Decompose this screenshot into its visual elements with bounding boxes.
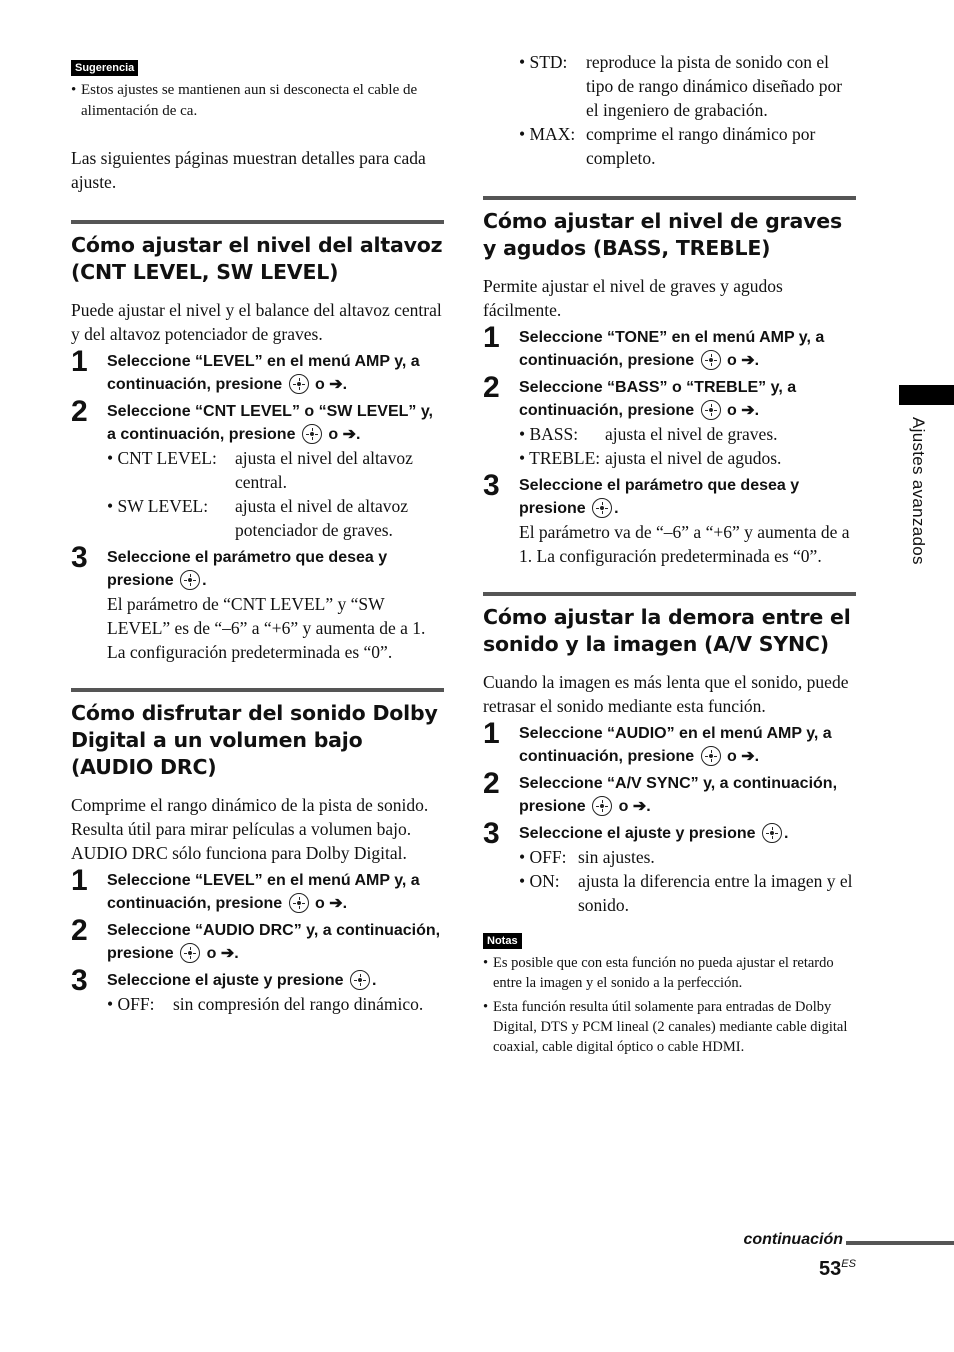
def-desc: sin compresión del rango dinámico.: [173, 994, 424, 1014]
definition-list: [107, 992, 444, 1016]
enter-button-icon: [701, 746, 721, 766]
section-title-bass-treble: Cómo ajustar el nivel de graves y agudos (BASS, TREBLE): [483, 209, 842, 260]
enter-button-icon: [302, 424, 322, 444]
step-3: [483, 469, 856, 520]
step-number: 2: [71, 395, 88, 428]
step-2: [71, 395, 444, 446]
def-term: • MAX:: [519, 124, 576, 144]
enter-button-icon: [762, 823, 782, 843]
def-desc: sin ajustes.: [578, 847, 655, 867]
def-term: • OFF:: [519, 847, 567, 867]
enter-button-icon: [180, 570, 200, 590]
note-item: • Es posible que con esta función no pueda ajustar el retardo entre la imagen y el sonido a la perfección.: [483, 953, 856, 993]
step-number: 1: [483, 321, 500, 354]
step-1: [483, 717, 856, 768]
step-3: [483, 817, 856, 850]
step-text-end: o ➔.: [328, 426, 361, 443]
section-rule: [483, 196, 856, 200]
step-1: [71, 345, 444, 396]
def-desc: ajusta el nivel de agudos.: [605, 448, 782, 468]
section-title-av-sync: Cómo ajustar la demora entre el sonido y la imagen (A/V SYNC): [483, 605, 851, 656]
step-text-end: o ➔.: [315, 376, 348, 393]
def-term: • CNT LEVEL:: [107, 448, 217, 468]
def-desc: ajusta el nivel de graves.: [605, 424, 778, 444]
section-rule: [483, 592, 856, 596]
tip-label: Sugerencia: [71, 60, 138, 76]
step-note: El parámetro de “CNT LEVEL” y “SW LEVEL” es de “–6” a “+6” y aumenta de a 1. La configuración predeterminada es “0”.: [107, 594, 426, 662]
step-number: 3: [71, 964, 88, 997]
enter-button-icon: [592, 498, 612, 518]
step-number: 3: [483, 817, 500, 850]
step-2: [71, 914, 444, 965]
def-term: • STD:: [519, 52, 568, 72]
page-language-suffix: ES: [841, 1258, 856, 1270]
def-term: • ON:: [519, 871, 560, 891]
step-text: Seleccione el parámetro que desea y presione: [519, 477, 800, 517]
step-1: [71, 864, 444, 915]
step-text: Seleccione “LEVEL” en el menú AMP y, a continuación, presione: [107, 872, 420, 912]
step-text-end: o ➔.: [727, 748, 760, 765]
section-title-audio-drc: Cómo disfrutar del sonido Dolby Digital a un volumen bajo (AUDIO DRC): [71, 701, 438, 779]
intro-text: Las siguientes páginas muestran detalles para cada ajuste.: [71, 148, 426, 192]
def-desc: ajusta la diferencia entre la imagen y el sonido.: [578, 871, 853, 915]
step-text-end: o ➔.: [618, 798, 651, 815]
def-term: • SW LEVEL:: [107, 496, 209, 516]
section-rule: [71, 688, 444, 692]
enter-button-icon: [289, 374, 309, 394]
enter-button-icon: [592, 796, 612, 816]
page-number-value: 53: [819, 1258, 842, 1280]
enter-button-icon: [701, 350, 721, 370]
definition-list: [107, 446, 444, 542]
step-text: Seleccione “AUDIO DRC” y, a continuación, presione: [107, 922, 441, 962]
tip-text: • Estos ajustes se mantienen aun si desconecta el cable de alimentación de ca.: [71, 80, 444, 122]
notes-list: [483, 953, 856, 1057]
step-number: 3: [483, 469, 500, 502]
def-term: • BASS:: [519, 424, 579, 444]
step-text-end: .: [202, 572, 207, 589]
section-desc: Comprime el rango dinámico de la pista de sonido. Resulta útil para mirar películas a volumen bajo. AUDIO DRC sólo funciona para Dolby Digital.: [71, 795, 429, 863]
step-text: Seleccione “CNT LEVEL” o “SW LEVEL” y, a continuación, presione: [107, 403, 433, 443]
step-text: Seleccione “TONE” en el menú AMP y, a continuación, presione: [519, 329, 825, 369]
section-desc: Cuando la imagen es más lenta que el sonido, puede retrasar el sonido mediante esta función.: [483, 672, 849, 716]
continuation-bar: [846, 1241, 954, 1245]
section-rule: [71, 220, 444, 224]
section-desc: Permite ajustar el nivel de graves y agudos fácilmente.: [483, 276, 783, 320]
step-text: Seleccione “BASS” o “TREBLE” y, a continuación, presione: [519, 379, 797, 419]
side-section-label: Ajustes avanzados: [909, 417, 928, 565]
step-text-end: .: [784, 825, 789, 842]
step-text-end: o ➔.: [727, 402, 760, 419]
step-number: 2: [71, 914, 88, 947]
enter-button-icon: [701, 400, 721, 420]
step-1: [483, 321, 856, 372]
def-term: • OFF:: [107, 994, 155, 1014]
step-3: [71, 541, 444, 592]
def-desc: comprime el rango dinámico por completo.: [586, 124, 816, 168]
page-number: [819, 1258, 856, 1281]
note-item: • Esta función resulta útil solamente para entradas de Dolby Digital, DTS y PCM lineal (2 canales) mediante cable digital coaxial, cable digital óptico o cable HDMI.: [483, 997, 856, 1057]
left-column: [71, 58, 444, 1016]
continuation-label: continuación: [743, 1231, 843, 1248]
def-term: • TREBLE:: [519, 448, 601, 468]
section-desc: Puede ajustar el nivel y el balance del altavoz central y del altavoz potenciador de graves.: [71, 300, 442, 344]
step-text: Seleccione el ajuste y presione: [107, 972, 344, 989]
section-title-speaker-level: Cómo ajustar el nivel del altavoz (CNT LEVEL, SW LEVEL): [71, 233, 443, 284]
step-text-end: o ➔.: [727, 352, 760, 369]
def-desc: reproduce la pista de sonido con el tipo de rango dinámico diseñado por el ingeniero de grabación.: [586, 52, 843, 120]
section-tab-marker: [899, 385, 954, 405]
notes-label: Notas: [483, 933, 522, 949]
def-desc: ajusta el nivel de altavoz potenciador de graves.: [235, 496, 408, 540]
step-note: El parámetro va de “–6” a “+6” y aumenta de a 1. La configuración predeterminada es “0”.: [519, 522, 850, 566]
enter-button-icon: [180, 943, 200, 963]
step-text: Seleccione “LEVEL” en el menú AMP y, a continuación, presione: [107, 353, 420, 393]
step-text-end: .: [372, 972, 377, 989]
tip-list: [71, 80, 444, 122]
step-text: Seleccione “A/V SYNC” y, a continuación, presione: [519, 775, 838, 815]
step-2: [483, 767, 856, 818]
enter-button-icon: [350, 970, 370, 990]
step-text-end: .: [614, 500, 619, 517]
step-3: [71, 964, 444, 997]
definition-list: [519, 422, 856, 470]
step-number: 1: [483, 717, 500, 750]
right-column: [483, 50, 856, 1057]
definition-list: [519, 50, 856, 170]
step-number: 2: [483, 767, 500, 800]
def-desc: ajusta el nivel del altavoz central.: [235, 448, 413, 492]
definition-list: [519, 845, 856, 917]
step-text-end: o ➔.: [206, 945, 239, 962]
step-text: Seleccione el parámetro que desea y presione: [107, 549, 388, 589]
step-2: [483, 371, 856, 422]
step-number: 1: [71, 864, 88, 897]
step-text: Seleccione “AUDIO” en el menú AMP y, a continuación, presione: [519, 725, 832, 765]
step-number: 2: [483, 371, 500, 404]
enter-button-icon: [289, 893, 309, 913]
step-number: 1: [71, 345, 88, 378]
step-text-end: o ➔.: [315, 895, 348, 912]
step-text: Seleccione el ajuste y presione: [519, 825, 756, 842]
step-number: 3: [71, 541, 88, 574]
